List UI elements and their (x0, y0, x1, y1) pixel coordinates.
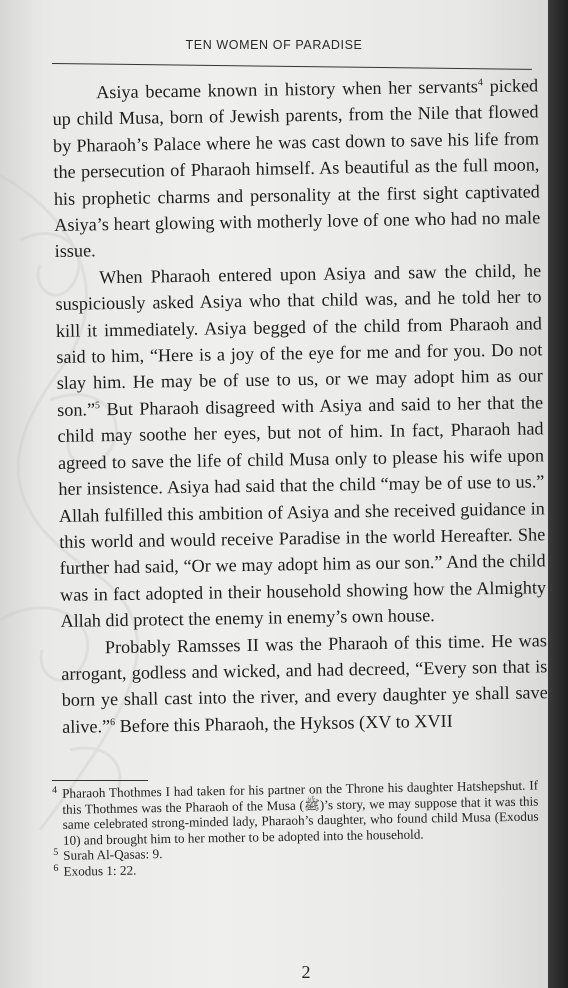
text-run: Before this Pharaoh, the Hyksos (XV to XVII (114, 710, 453, 736)
footnote-marker: 4 (477, 77, 483, 89)
paragraph (61, 627, 548, 740)
paragraph (55, 257, 547, 634)
text-run: When Pharaoh entered upon Asiya and saw the child, he suspiciously asked Asiya who that child was, and he told her to kill it immediately. Asiya begged of the child from Pharaoh and said to him, “Here is a joy of the eye for me and for you. Do not slay him. He may be of use to us, or we may adopt him as our son.” (55, 260, 543, 420)
footnote-rule (52, 780, 148, 781)
footnote-marker: 6 (109, 716, 116, 728)
text-run: Asiya became known in history when her servants (96, 76, 479, 103)
body-text (52, 72, 548, 740)
paragraph (52, 72, 541, 264)
footnote (52, 778, 539, 849)
footnotes (52, 778, 540, 880)
running-head: TEN WOMEN OF PARADISE (185, 38, 363, 52)
footnote-marker: 5 (94, 400, 101, 412)
footnote-text: Surah Al-Qasas: 9. (63, 846, 163, 864)
page-edge-shadow (548, 0, 568, 988)
text-run: picked up child Musa, born of Jewish parents, from the Nile that flowed by Pharaoh’s Palace where he was cast down to save his life from the persecution of Pharaoh himself. As beautiful as the full moon, his prophetic charms and personality at the first sight captivated Asiya’s heart glowing with motherly love of one who had no male issue. (52, 75, 541, 262)
page-number: 2 (301, 962, 311, 982)
footnote-text: Exodus 1: 22. (63, 862, 137, 879)
text-run: Probably Ramsses II was the Pharaoh of this time. He was arrogant, godless and wicked, and had decreed, “Every son that is born ye shall cast into the river, and every daughter ye shall save alive.” (61, 629, 548, 737)
footnote-text: Pharaoh Thothmes I had taken for his partner on the Throne his daughter Hatshepshut. If this Thothmes was the Pharaoh of the Musa (ﷺ)’s story, we may suppose that it was this same celebrated strong-minded lady, Pharaoh’s daughter, who found child Musa (Exodus 10) and brought him to her mother to be adopted into the household. (61, 777, 539, 848)
text-run: But Pharaoh disagreed with Asiya and said to her that the child may soothe her eyes, but not of him. In fact, Pharaoh had agreed to save the life of child Musa only to please his wife upon her insistence. Asiya had said that the child “may be of use to us.” Allah fulfilled this ambition of Asiya and she received guidance in this world and would receive Paradise in the world Hereafter. She further had said, “Or we may adopt him as our son.” And the child was in fact adopted in their household showing how the Almighty Allah did protect the enemy in enemy’s own house. (57, 392, 547, 632)
header-rule (52, 63, 532, 70)
